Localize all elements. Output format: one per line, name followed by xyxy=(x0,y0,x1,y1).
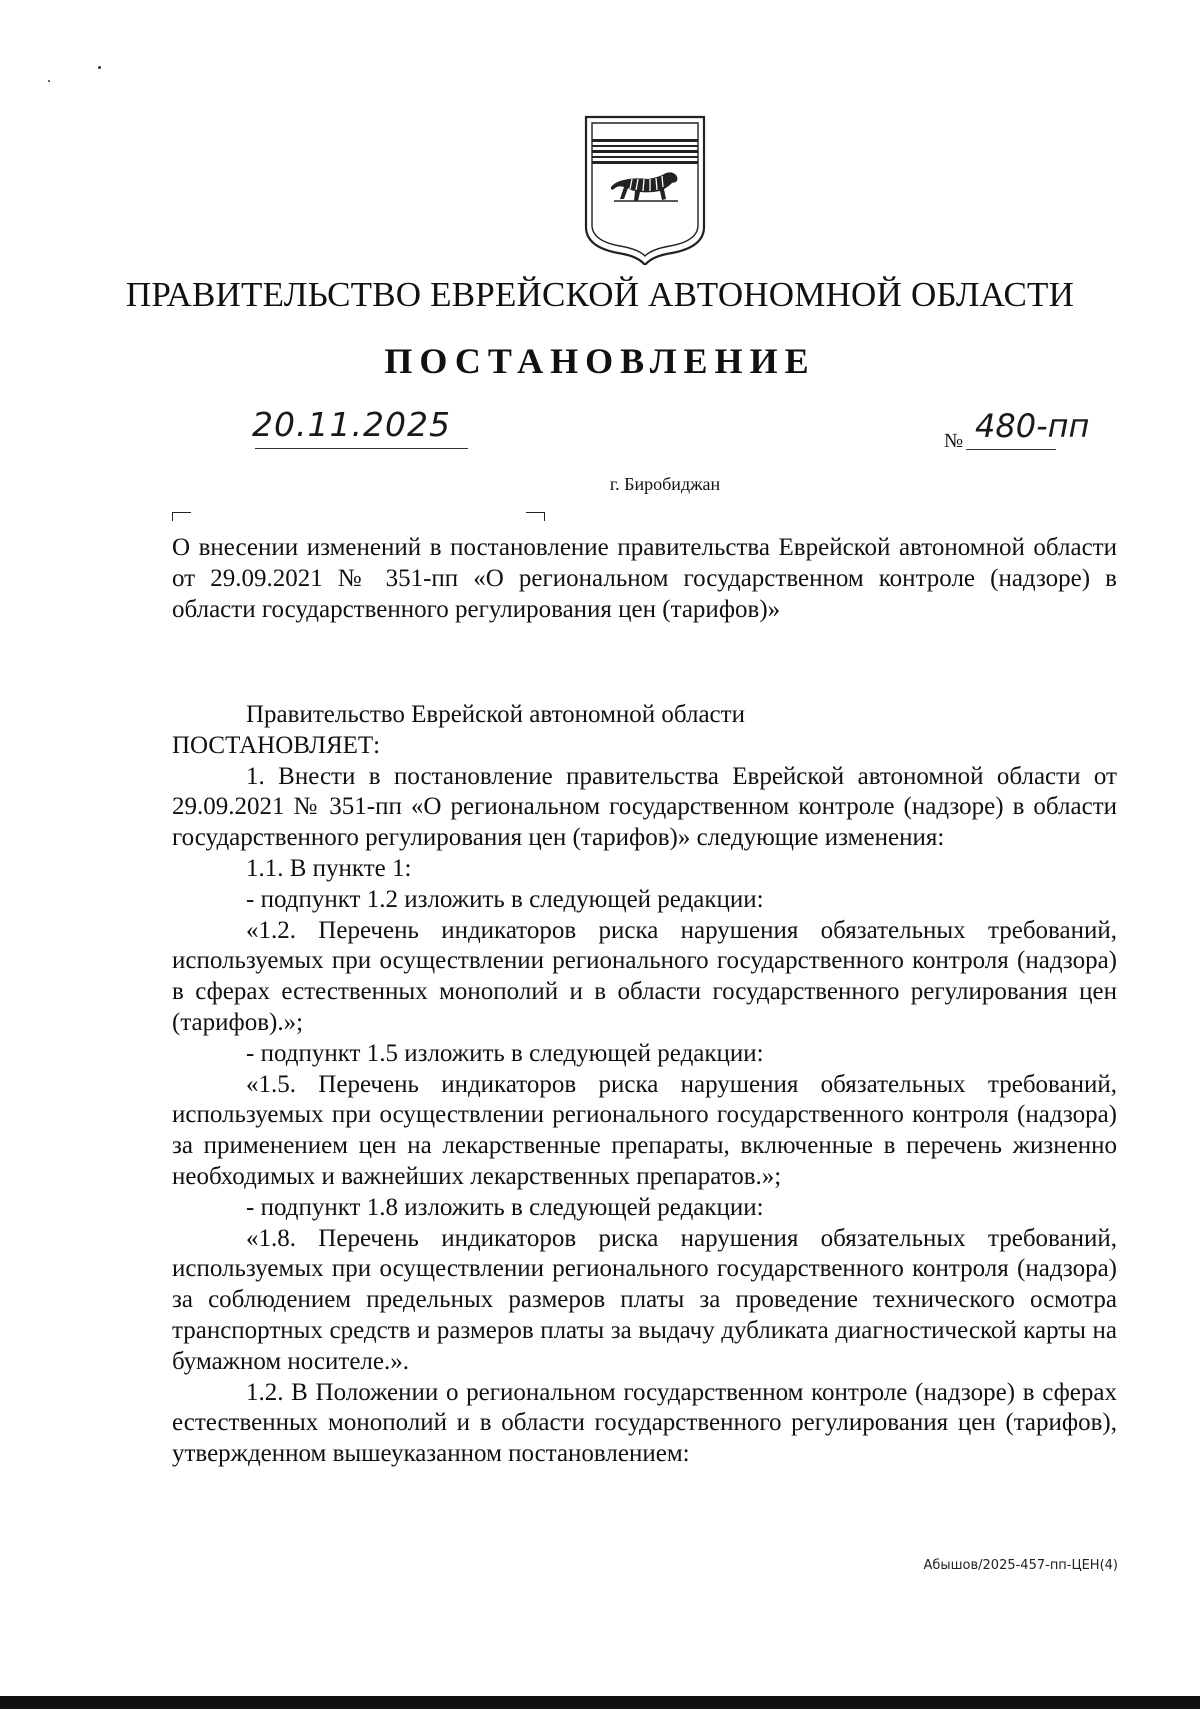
number-underline xyxy=(966,449,1056,450)
body-paragraph: ПОСТАНОВЛЯЕТ: xyxy=(172,731,381,759)
handwritten-number: 480-пп xyxy=(975,407,1090,445)
title-bracket-right xyxy=(526,512,545,521)
handwritten-date: 20.11.2025 xyxy=(252,405,451,444)
body-paragraph: - подпункт 1.2 изложить в следующей редакции: xyxy=(246,885,764,913)
title-bracket-left xyxy=(172,512,191,521)
document-type: ПОСТАНОВЛЕНИЕ xyxy=(384,341,816,381)
body-paragraph: - подпункт 1.8 изложить в следующей редакции: xyxy=(246,1193,764,1221)
body-paragraph: «1.8. Перечень индикаторов риска нарушения обязательных требований, используемых при осуществлении регионального государственного контроля (надзора) за соблюдением предельных размеров платы за проведение технического осмотра транспортных средств и размеров платы за выдачу дубликата диагностической карты на бумажном носителе.». xyxy=(172,1224,1117,1375)
body-paragraph: 1. Внести в постановление правительства Еврейской автономной области от 29.09.2021 № 351-пп «О региональном государственном контроле (надзоре) в области государственного регулирования цен (тарифов)» следующие изменения: xyxy=(172,762,1117,852)
date-underline xyxy=(255,448,468,449)
footer-document-code: Абышов/2025-457-пп-ЦЕН(4) xyxy=(923,1558,1118,1573)
scan-speck xyxy=(48,80,50,82)
title-text: О внесении изменений в постановление правительства Еврейской автономной области от 29.09.2021 № 351-пп «О региональном государственном контроле (надзоре) в области государственного регулирования цен (тарифов)» xyxy=(172,534,1117,623)
document-body xyxy=(172,700,1117,1470)
coat-of-arms-emblem xyxy=(580,115,710,265)
body-paragraph: «1.5. Перечень индикаторов риска нарушения обязательных требований, используемых при осуществлении регионального государственного контроля (надзора) за применением цен на лекарственные препараты, включенные в перечень жизненно необходимых и важнейших лекарственных препаратов.»; xyxy=(172,1070,1117,1190)
city-name: г. Биробиджан xyxy=(609,474,721,494)
body-paragraph: 1.1. В пункте 1: xyxy=(246,854,412,882)
number-sign: № xyxy=(944,430,964,452)
document-title xyxy=(172,533,1117,625)
scan-speck xyxy=(98,66,101,69)
body-paragraph: 1.2. В Положении о региональном государственном контроле (надзоре) в сферах естественных монополий и в области государственного регулирования цен (тарифов), утвержденном вышеуказанном постановлением: xyxy=(172,1378,1117,1468)
scan-edge-bar xyxy=(0,1696,1200,1709)
body-paragraph: Правительство Еврейской автономной области xyxy=(246,701,745,728)
body-paragraph: - подпункт 1.5 изложить в следующей редакции: xyxy=(246,1039,764,1067)
body-paragraph: «1.2. Перечень индикаторов риска нарушения обязательных требований, используемых при осуществлении регионального государственного контроля (надзора) в сферах естественных монополий и в области государственного регулирования цен (тарифов).»; xyxy=(172,916,1117,1036)
government-name: ПРАВИТЕЛЬСТВО ЕВРЕЙСКОЙ АВТОНОМНОЙ ОБЛАСТИ xyxy=(125,275,1075,314)
